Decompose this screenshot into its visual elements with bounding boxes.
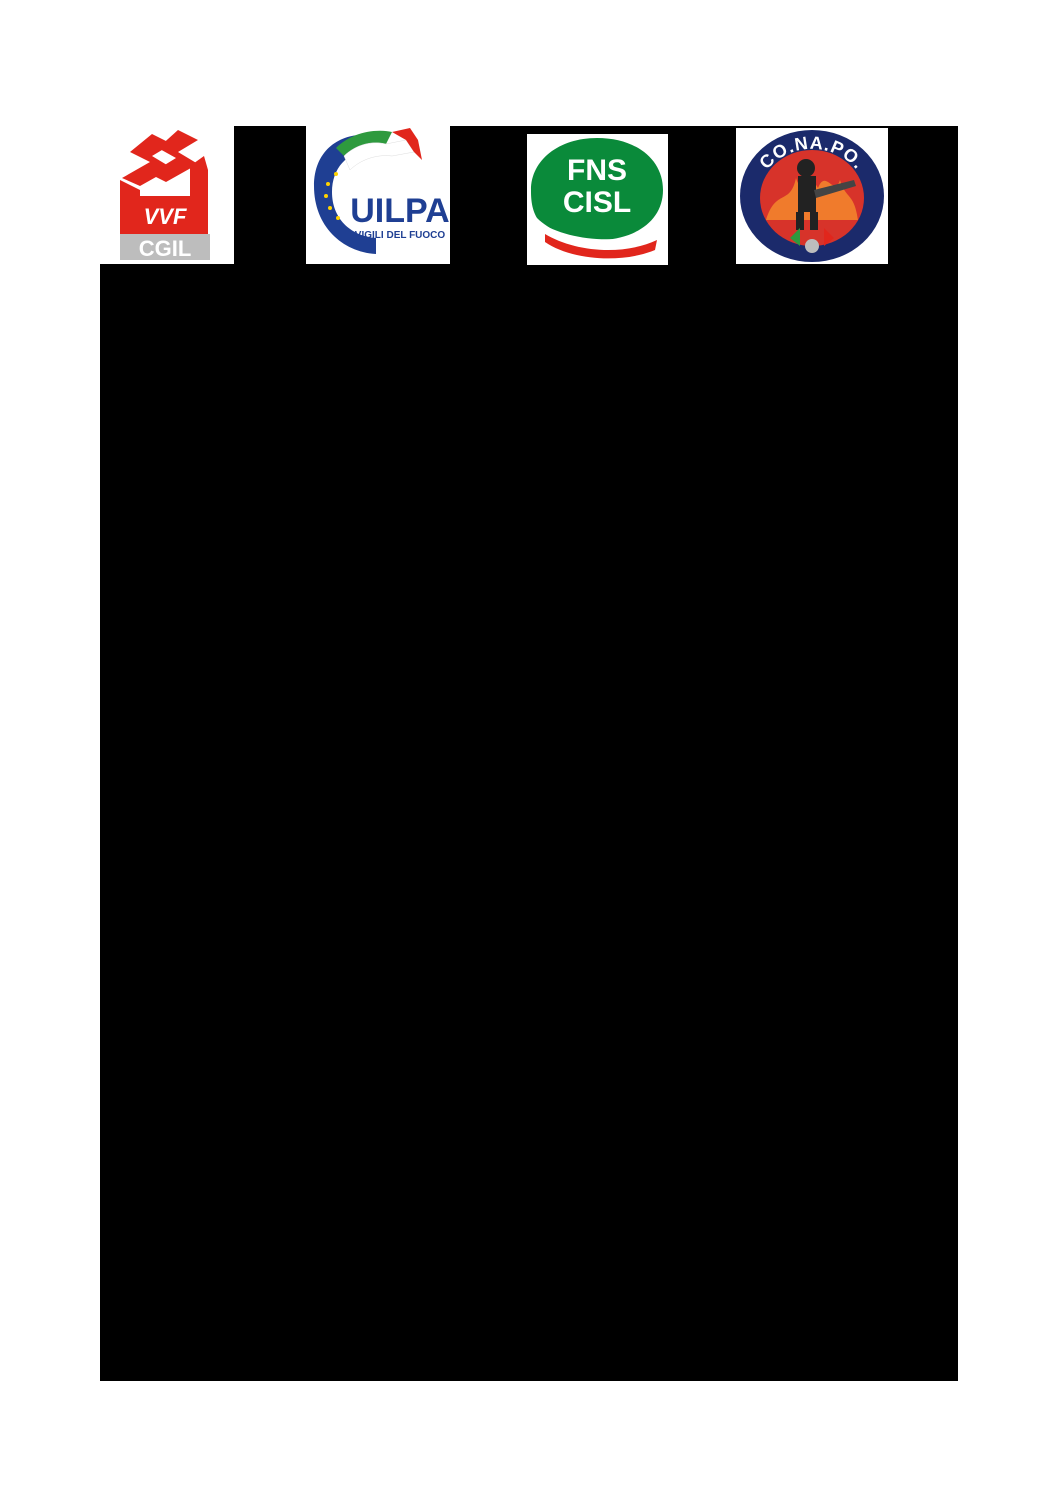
fns-cisl-emblem [527, 134, 668, 265]
conapo-emblem [736, 128, 888, 264]
fns-cisl-logo [527, 134, 668, 265]
uilpa-emblem [306, 126, 450, 264]
paragraph-4: Osservano inoltre, anche sulla base delle disposizioni in essere, che le ore impropriamente azzerate con OdG 20 del 20.01.2021, relativo agli anni 2019 e precedenti, non ancora corrisposte o altrimenti fruite dal personale e per le quali non risulta prescritto il diritto al pagamento, non risultano presenti nel saldo anni precedenti. [101, 984, 957, 1043]
letter-closing: Cordiali saluti [101, 1209, 195, 1227]
paragraph-1: con nota prot. n. 33298 del 19/12/2022 la D.C.R.L.S. ha comunicato un ulteriore aggiornamento ed implementazione dell'applicativo Sipec che prevede tra l'altro, nella nuova area, di formulare richiesta di corresponsione degli emolumenti precedentemente autorizzati ed accantonati. [101, 740, 957, 798]
letter-page [100, 126, 958, 1381]
paragraph-2: Tuttavia, l'applicativo permette solo l'inoltro di richieste di pagamento delle ore maturate nell'anno corrente mentre per le richieste di pagamento di ore maturate in anni precedenti, con OdG n. 26 del 16.01.2023, sono state fornite ulteriori indicazioni. [101, 821, 957, 880]
uilpa-logo [306, 126, 450, 264]
letter-date: Enna,18/01/2023 [102, 343, 237, 363]
union-logos [100, 126, 958, 266]
paragraph-3: A tal riguardo le scriventi OO.SS osservano l'inappropriata indicazione di un termine perentorio di soli due giorni dall'OdG n. 26 del 16.01.2023 per la presentazione delle istanze di pagamento, a fronte di una comunicazione che risulta essere stata effettuata con ampio margine di tempo. [101, 903, 957, 962]
conapo-logo [736, 128, 888, 264]
vigili-del-fuoco-text: VIGILI DEL FUOCO [354, 230, 446, 241]
uilpa-text: UILPA [350, 192, 450, 230]
vvf-text: VVF [143, 204, 187, 229]
vvf-cgil-emblem [100, 126, 234, 264]
cgil-text: CGIL [138, 236, 192, 261]
letter-body [101, 739, 957, 1229]
vvf-cgil-logo [100, 126, 234, 264]
letter-salutation: Egregio Comandante, [102, 702, 278, 722]
conapo-text: CO.NA.PO. [755, 132, 870, 173]
paragraph-6: Tuttavia, anche al fine di evitare possibili contenziosi, le scriventi OO.SS si vedono costrette a formalizzare la richiesta di una pronta risoluzione di quanto sopra esposto e delle questioni afferenti la Banca delle Ore ed una proroga del termine di presentazione delle richieste di cui all'OdG n. 26 del 16/01/2023. [101, 1127, 957, 1186]
fns-text: FNS [567, 154, 627, 187]
cisl-text: CISL [562, 186, 632, 219]
paragraph-5: Tanto premesso, a meno di un mese dal suo insediamento, spiace dover affrontare questioni nate precedentemente sulle quali confidiamo con il Suo mandato una pronta risoluzione. [101, 1066, 957, 1104]
